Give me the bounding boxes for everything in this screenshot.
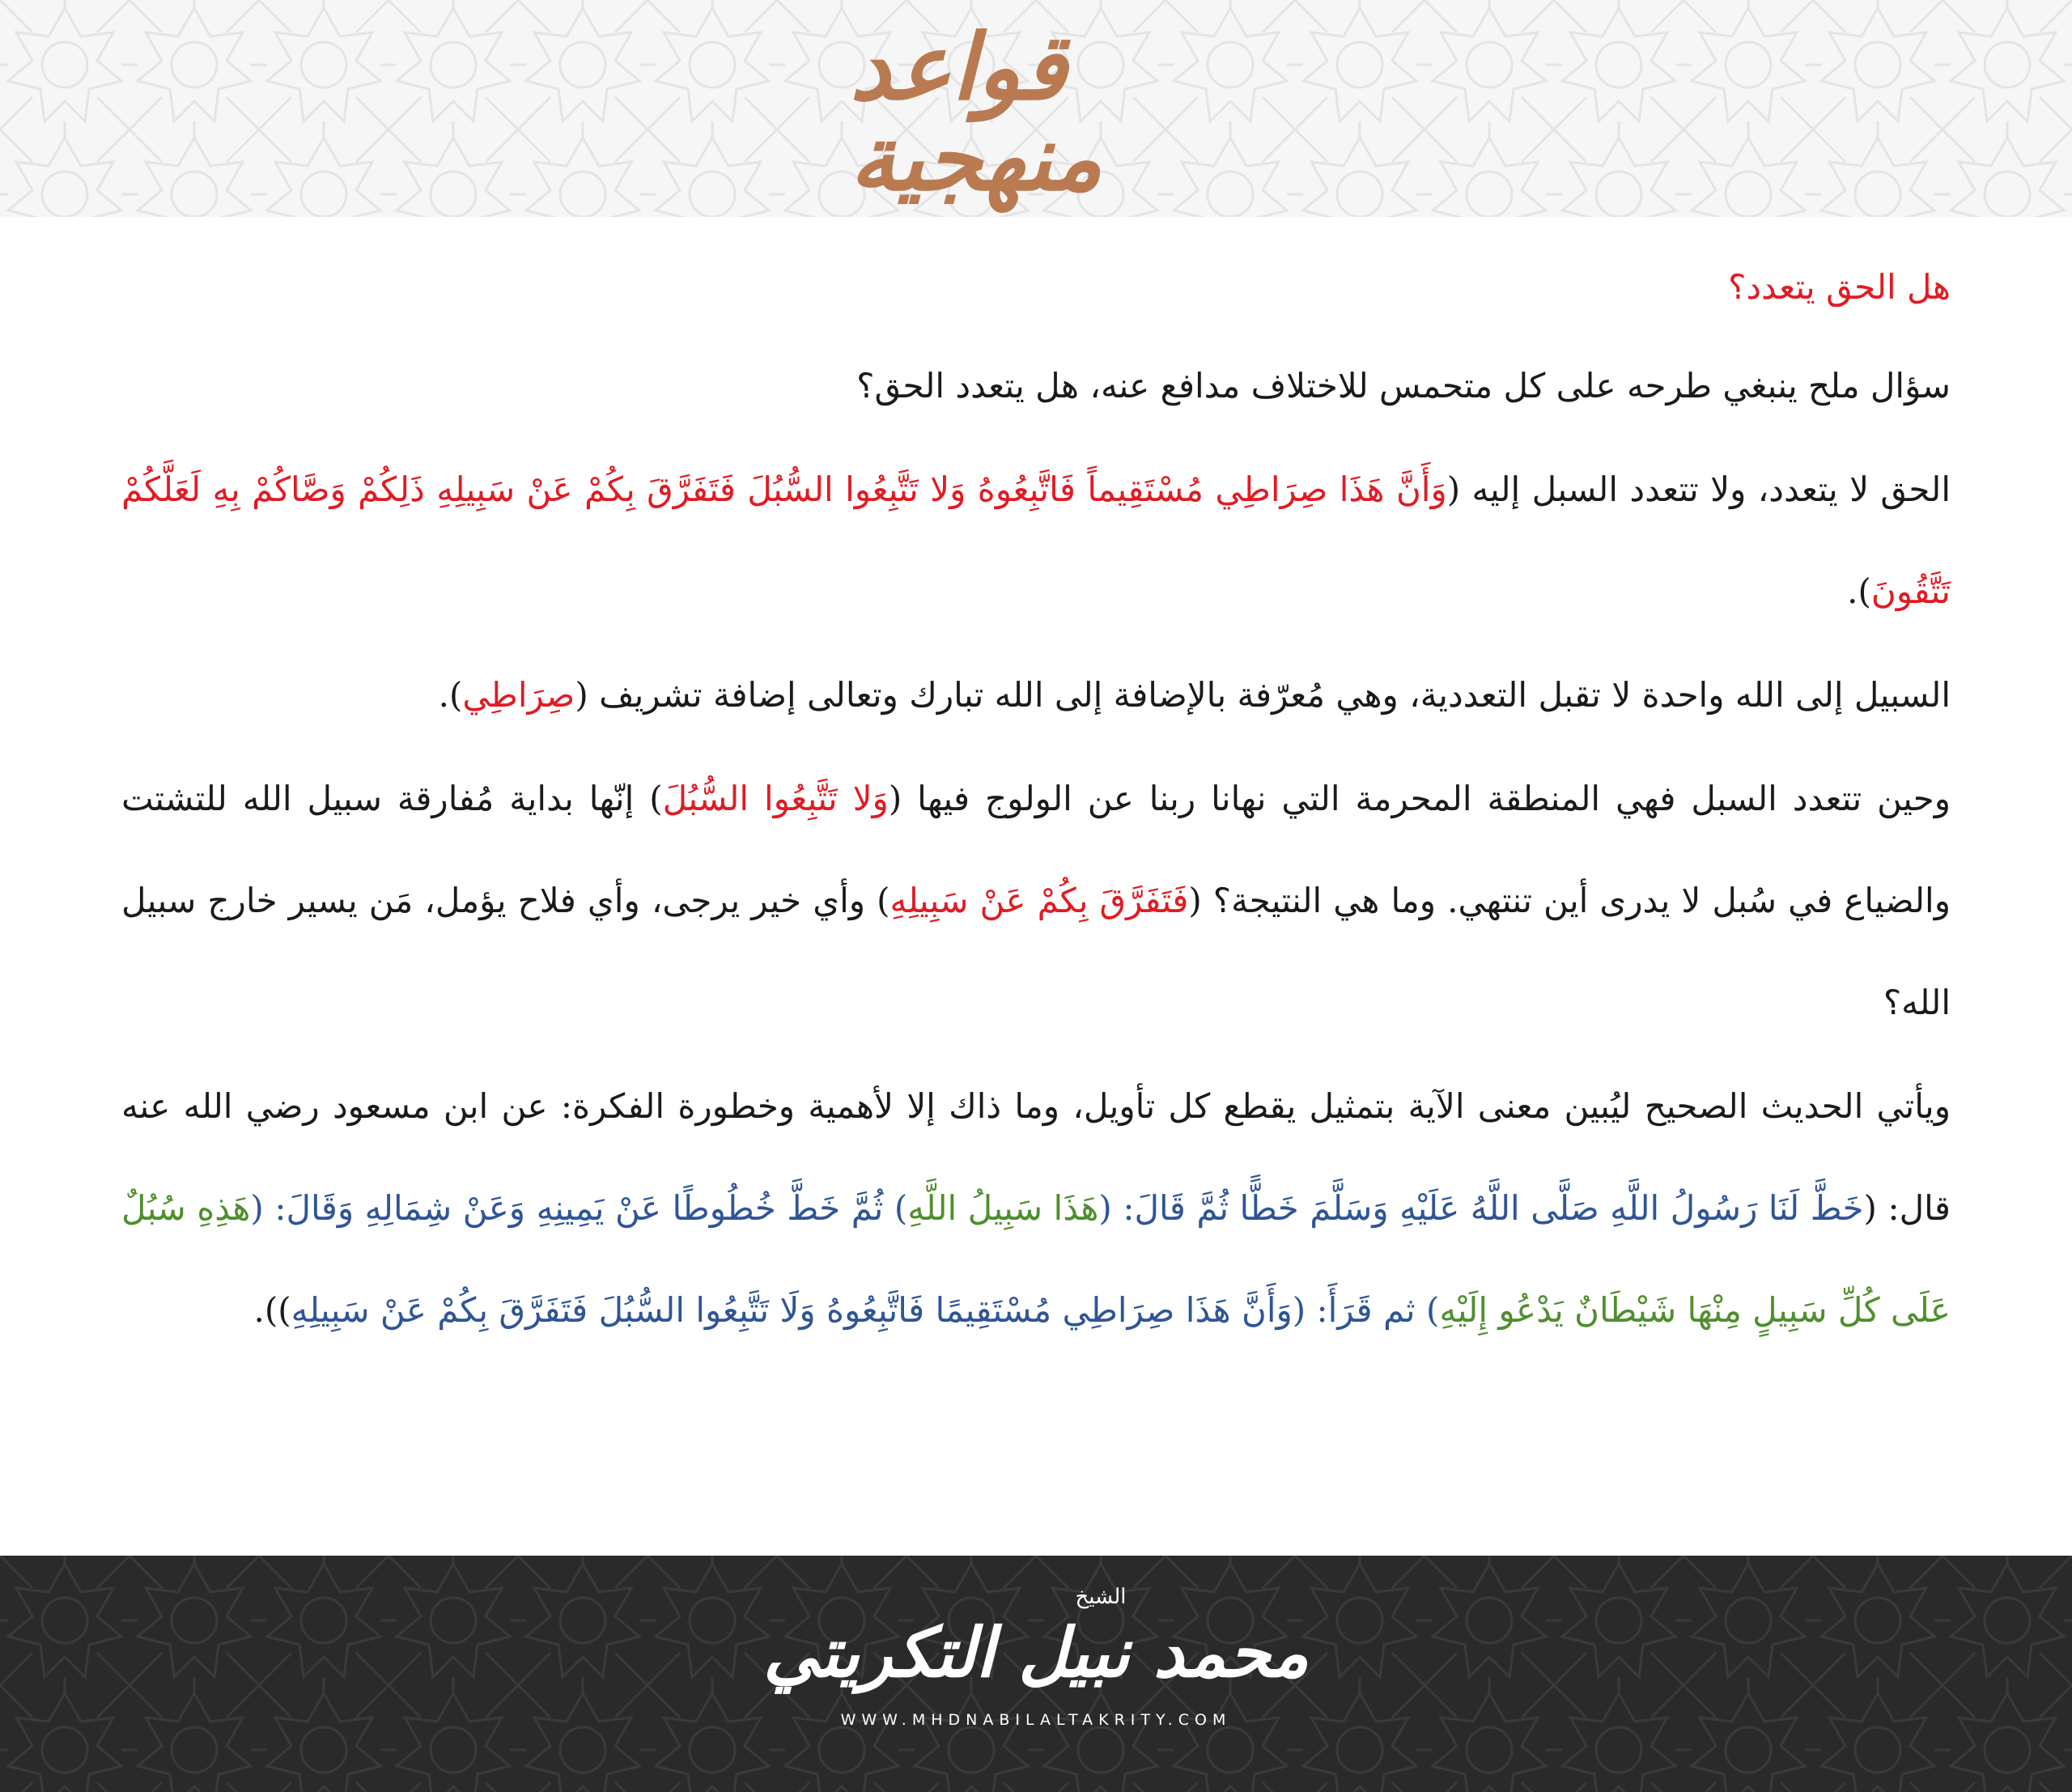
paragraph-text: )). [253,1290,291,1330]
paragraph-hadith [121,1055,1951,1361]
brand-logo [850,15,1230,211]
paragraph-text: السبيل إلى الله واحدة لا تقبل التعددية، وهي مُعرّفة بالإضافة إلى الله تبارك وتعالى إضافة تشريف ( [575,675,1951,715]
website-link[interactable]: WWW.MHDNABILALTAKRITY.COM [840,1711,1232,1729]
quran-quote: صِرَاطِي [462,675,575,715]
paragraph-text: الحق لا يتعدد، ولا تتعدد السبل إليه ( [1446,469,1951,509]
hadith-text: خَطَّ لَنَا رَسُولُ اللَّهِ صَلَّى اللَّهُ عَلَيْهِ وَسَلَّمَ خَطًّا ثُمَّ قَالَ: ( [1098,1188,1864,1228]
paragraph-truth [121,439,1951,643]
prophet-quote: هَذَا سَبِيلُ اللَّهِ [907,1188,1099,1228]
header-banner [0,0,2072,217]
quran-verse: وَأَنَّ هَذَا صِرَاطِي مُسْتَقِيماً فَاتَّبِعُوهُ وَلا تَتَّبِعُوا السُّبُلَ فَتَفَرَّقَ بِكُمْ عَنْ سَبِيلِهِ ذَلِكُمْ وَصَّاكُمْ بِهِ لَعَلَّكُمْ تَتَّقُونَ [121,469,1951,611]
paragraph-text: سؤال ملح ينبغي طرحه على كل متحمس للاختلاف مدافع عنه، هل يتعدد الحق؟ [856,366,1951,406]
paragraph-text: ) وأي خير يرجى، وأي فلاح يؤمل، مَن يسير خارج سبيل الله؟ [121,881,1951,1022]
author-signature [763,1567,1309,1777]
prophet-quote: هَذِهِ سُبُلٌ عَلَى كُلِّ سَبِيلٍ مِنْهَا شَيْطَانٌ يَدْعُو إِلَيْهِ [121,1188,1951,1330]
paragraph-text: ). [438,675,463,715]
paragraph-text: ). [1847,571,1871,611]
paragraph-question [121,335,1951,437]
sheikh-label: الشيخ [1075,1585,1127,1609]
quran-quote: وَلا تَتَّبِعُوا السُّبُلَ [662,779,889,818]
article-title: هل الحق يتعدد؟ [1728,267,1951,307]
footer-banner [0,1556,2072,1792]
paragraph-text: ) إنّها بداية مُفارقة سبيل الله للتشتت والضياع في سُبل لا يدرى أين تنتهي. وما هي النتيجة؟ ( [121,779,1951,920]
paragraph-single-path [121,644,1951,746]
hadith-text: ) ثم قَرَأَ: (وَأَنَّ هَذَا صِرَاطِي مُسْتَقِيمًا فَاتَّبِعُوهُ وَلَا تَتَّبِعُوا السُّبُلَ فَتَفَرَّقَ بِكُمْ عَنْ سَبِيلِهِ [291,1290,1440,1330]
article-body [121,243,1951,1522]
paragraph-text: وحين تتعدد السبل فهي المنطقة المحرمة التي نهانا ربنا عن الولوج فيها ( [888,779,1951,818]
hadith-text: ) ثُمَّ خَطَّ خُطُوطًا عَنْ يَمِينِهِ وَعَنْ شِمَالِهِ وَقَالَ: ( [250,1188,908,1228]
quran-quote: فَتَفَرَّقَ بِكُمْ عَنْ سَبِيلِهِ [890,881,1189,920]
paragraph-many-paths [121,748,1951,1054]
paragraph-text: ويأتي الحديث الصحيح ليُبين معنى الآية بتمثيل يقطع كل تأويل، وما ذاك إلا لأهمية وخطورة الفكرة: عن ابن مسعود رضي الله عنه قال: ( [121,1086,1951,1228]
logo-title: قواعد منهجية [850,15,1102,211]
signature-name: محمد نبيل التكريتي [763,1612,1309,1692]
